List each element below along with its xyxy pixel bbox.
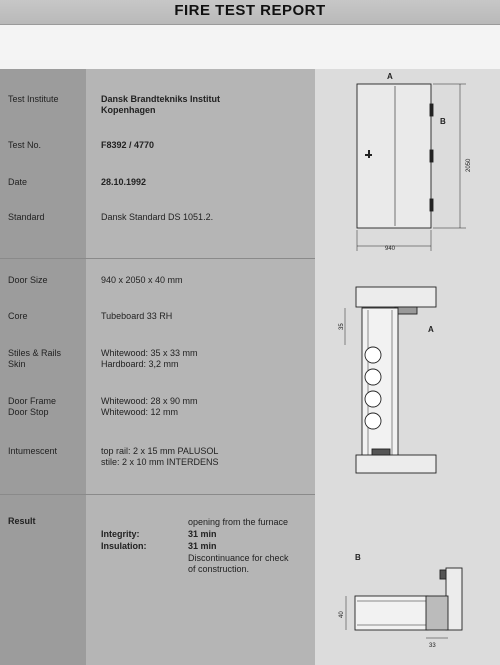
label-skin: Skin <box>8 359 26 369</box>
section-a-drawing <box>345 287 436 473</box>
section-b-drawing <box>346 568 462 638</box>
integrity-value: 31 min <box>188 529 217 539</box>
value-door-size: 940 x 2050 x 40 mm <box>101 275 183 285</box>
door-width-dim: 940 <box>385 246 396 252</box>
door-height-dim: 2050 <box>466 158 472 172</box>
label-core: Core <box>8 311 28 321</box>
label-test-institute: Test Institute <box>8 94 59 104</box>
section-b-label: B <box>355 553 361 562</box>
value-core: Tubeboard 33 RH <box>101 311 173 321</box>
technical-drawings <box>315 69 500 665</box>
value-standard: Dansk Standard DS 1051.2. <box>101 212 214 222</box>
label-test-no: Test No. <box>8 140 42 150</box>
value-intumescent-top: top rail: 2 x 15 mm PALUSOL <box>101 446 219 456</box>
insulation-value: 31 min <box>188 541 217 551</box>
value-institute-city: Kopenhagen <box>101 105 156 115</box>
label-stiles-rails: Stiles & Rails <box>8 348 62 358</box>
door-elevation-drawing <box>357 84 466 251</box>
label-door-frame: Door Frame <box>8 396 57 406</box>
section-a-label: A <box>428 325 434 334</box>
door-label-b: B <box>440 117 446 126</box>
value-skin: Hardboard: 3,2 mm <box>101 359 179 369</box>
section-b-dim-v: 40 <box>339 611 345 618</box>
label-door-size: Door Size <box>8 275 48 285</box>
label-result: Result <box>8 516 36 526</box>
result-note-line1: Discontinuance for check <box>188 553 289 563</box>
value-door-stop: Whitewood: 12 mm <box>101 407 179 417</box>
result-note-line2: of construction. <box>188 564 250 574</box>
value-stiles-rails: Whitewood: 35 x 33 mm <box>101 348 198 358</box>
label-date: Date <box>8 177 28 187</box>
label-door-stop: Door Stop <box>8 407 49 417</box>
value-intumescent-stile: stile: 2 x 10 mm INTERDENS <box>101 457 219 467</box>
door-label-a: A <box>387 72 393 81</box>
section-a-dim: 35 <box>339 323 345 330</box>
section-b-dim-h: 33 <box>429 643 436 649</box>
value-door-frame: Whitewood: 28 x 90 mm <box>101 396 198 406</box>
label-intumescent: Intumescent <box>8 446 58 456</box>
integrity-label: Integrity: <box>101 529 140 539</box>
value-test-no: F8392 / 4770 <box>101 140 155 150</box>
section-divider <box>0 494 315 495</box>
result-note-top: opening from the furnace <box>188 517 289 527</box>
page-title: FIRE TEST REPORT <box>174 2 326 19</box>
insulation-label: Insulation: <box>101 541 147 551</box>
section-divider <box>0 258 315 259</box>
label-standard: Standard <box>8 212 45 222</box>
value-institute-name: Dansk Brandtekniks Institut <box>101 94 221 104</box>
value-date: 28.10.1992 <box>101 177 147 187</box>
header-spacer <box>0 25 500 69</box>
